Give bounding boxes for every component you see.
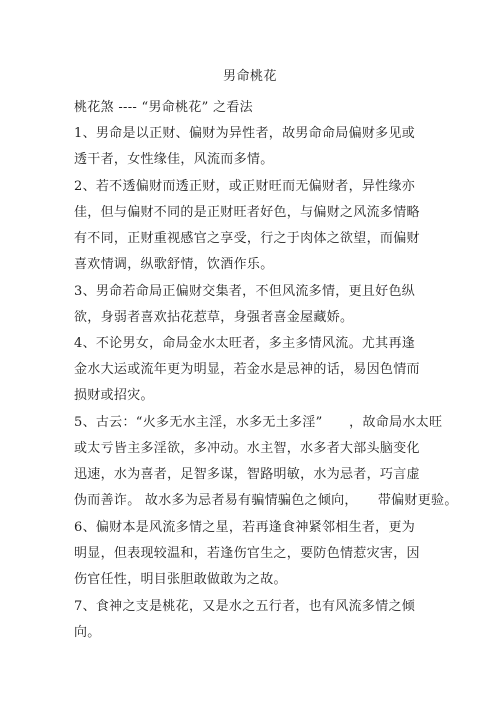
text-line: 7、食神之支是桃花，又是水之五行者，也有风流多情之倾 [74,599,416,614]
text-line: 迅速，水为喜者，足智多谋，智路明敏，水为忌者，巧言虚 [74,467,420,482]
text-line: 6、偏财本是风流多情之星，若再逢食神紧邻相生者，更为 [74,520,416,535]
text-line: 金水大运或流年更为明显，若金水是忌神的话，易因色情而 [74,362,420,377]
text-line: 3、男命若命局正偏财交集者，不但风流多情，更且好色纵 [74,284,416,299]
text-line: 有不同，正财重视感官之享受，行之于肉体之欲望，而偏财 [74,231,420,246]
document-subtitle: 桃花煞 ---- “男命桃花” 之看法 [74,100,253,115]
text-line: 1、男命是以正财、偏财为异性者，故男命命局偏财多见或 [74,126,416,141]
text-line: 向。 [74,625,101,640]
text-line: 或太亏皆主多淫欲，多冲动。水主智，水多者大部头脑变化 [74,441,420,456]
text-line: 4、不论男女，命局金水太旺者，多主多情风流。尤其再逢 [74,336,416,351]
text-line: 透干者，女性缘佳，风流而多情。 [74,152,274,167]
text-line: 损财或招灾。 [74,388,154,403]
text-line: 5、古云：“火多无水主淫，水多无土多淫” ，故命局水太旺 [74,415,443,430]
text-line: 伤官任性，明目张胆敢做敢为之故。 [74,572,287,587]
text-line: 2、若不透偏财而透正财，或正财旺而无偏财者，异性缘亦 [74,179,416,194]
document-title: 男命桃花 [222,69,277,84]
text-line: 喜欢情调，纵歌舒情，饮酒作乐。 [74,257,274,272]
text-line: 伪而善诈。 故水多为忌者易有骗情骗色之倾向， 带偏财更验。 [74,493,458,508]
text-line: 欲，身弱者喜欢拈花惹草，身强者喜金屋藏娇。 [74,310,354,325]
text-line: 佳，但与偏财不同的是正财旺者好色，与偏财之风流多情略 [74,205,420,220]
text-line: 明显，但表现较温和，若逢伤官生之，要防色情惹灾害，因 [74,546,420,561]
